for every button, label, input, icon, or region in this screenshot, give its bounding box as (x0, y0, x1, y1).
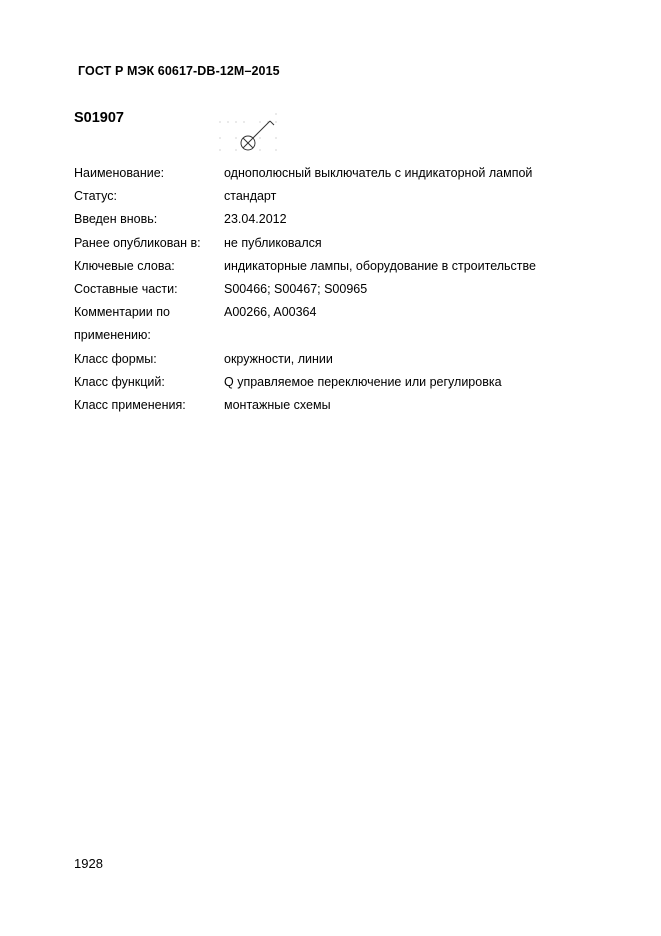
field-value: окружности, линии (224, 351, 333, 366)
field-value: однополюсный выключатель с индикаторной лампой (224, 166, 533, 180)
page-number: 1928 (74, 856, 103, 871)
symbol-code: S01907 (74, 110, 124, 126)
field-value: S00466; S00467; S00965 (224, 282, 368, 297)
field-value: монтажные схемы (224, 398, 331, 413)
field-value: стандарт (224, 189, 277, 204)
field-row-application-class (74, 394, 634, 417)
field-value: индикаторные лампы, оборудование в строительстве (224, 258, 536, 273)
field-row-introduced (74, 208, 634, 231)
field-value: 23.04.2012 (224, 212, 287, 227)
switch-lever-tip (270, 121, 274, 125)
field-label: Ключевые слова: (74, 258, 175, 273)
field-row-form-class (74, 348, 634, 371)
field-label: Класс применения: (74, 398, 186, 413)
field-row-previously-published (74, 232, 634, 255)
document-header: ГОСТ Р МЭК 60617-DB-12M–2015 (78, 64, 280, 78)
field-value: A00266, A00364 (224, 305, 317, 320)
field-label: Введен вновь: (74, 212, 158, 227)
field-label: Класс формы: (74, 351, 157, 366)
field-row-components (74, 278, 634, 301)
field-label: Составные части: (74, 282, 178, 297)
field-value: Q управляемое переключение или регулировка (224, 374, 502, 389)
field-value: не публиковался (224, 235, 322, 250)
field-label: Класс функций: (74, 374, 165, 389)
field-row-keywords (74, 255, 634, 278)
field-label: Статус: (74, 189, 117, 204)
switch-lever (253, 121, 270, 138)
field-row-application-notes (74, 301, 634, 347)
field-row-function-class (74, 371, 634, 394)
field-label: Комментарии по применению: (74, 305, 170, 343)
field-row-name (74, 162, 634, 185)
field-label: Наименование: (74, 166, 165, 180)
field-label: Ранее опубликован в: (74, 235, 201, 250)
symbol-attributes (74, 162, 634, 417)
field-row-status (74, 185, 634, 208)
single-pole-switch-with-indicator-lamp-icon (216, 110, 282, 158)
grid-dots (219, 113, 276, 150)
